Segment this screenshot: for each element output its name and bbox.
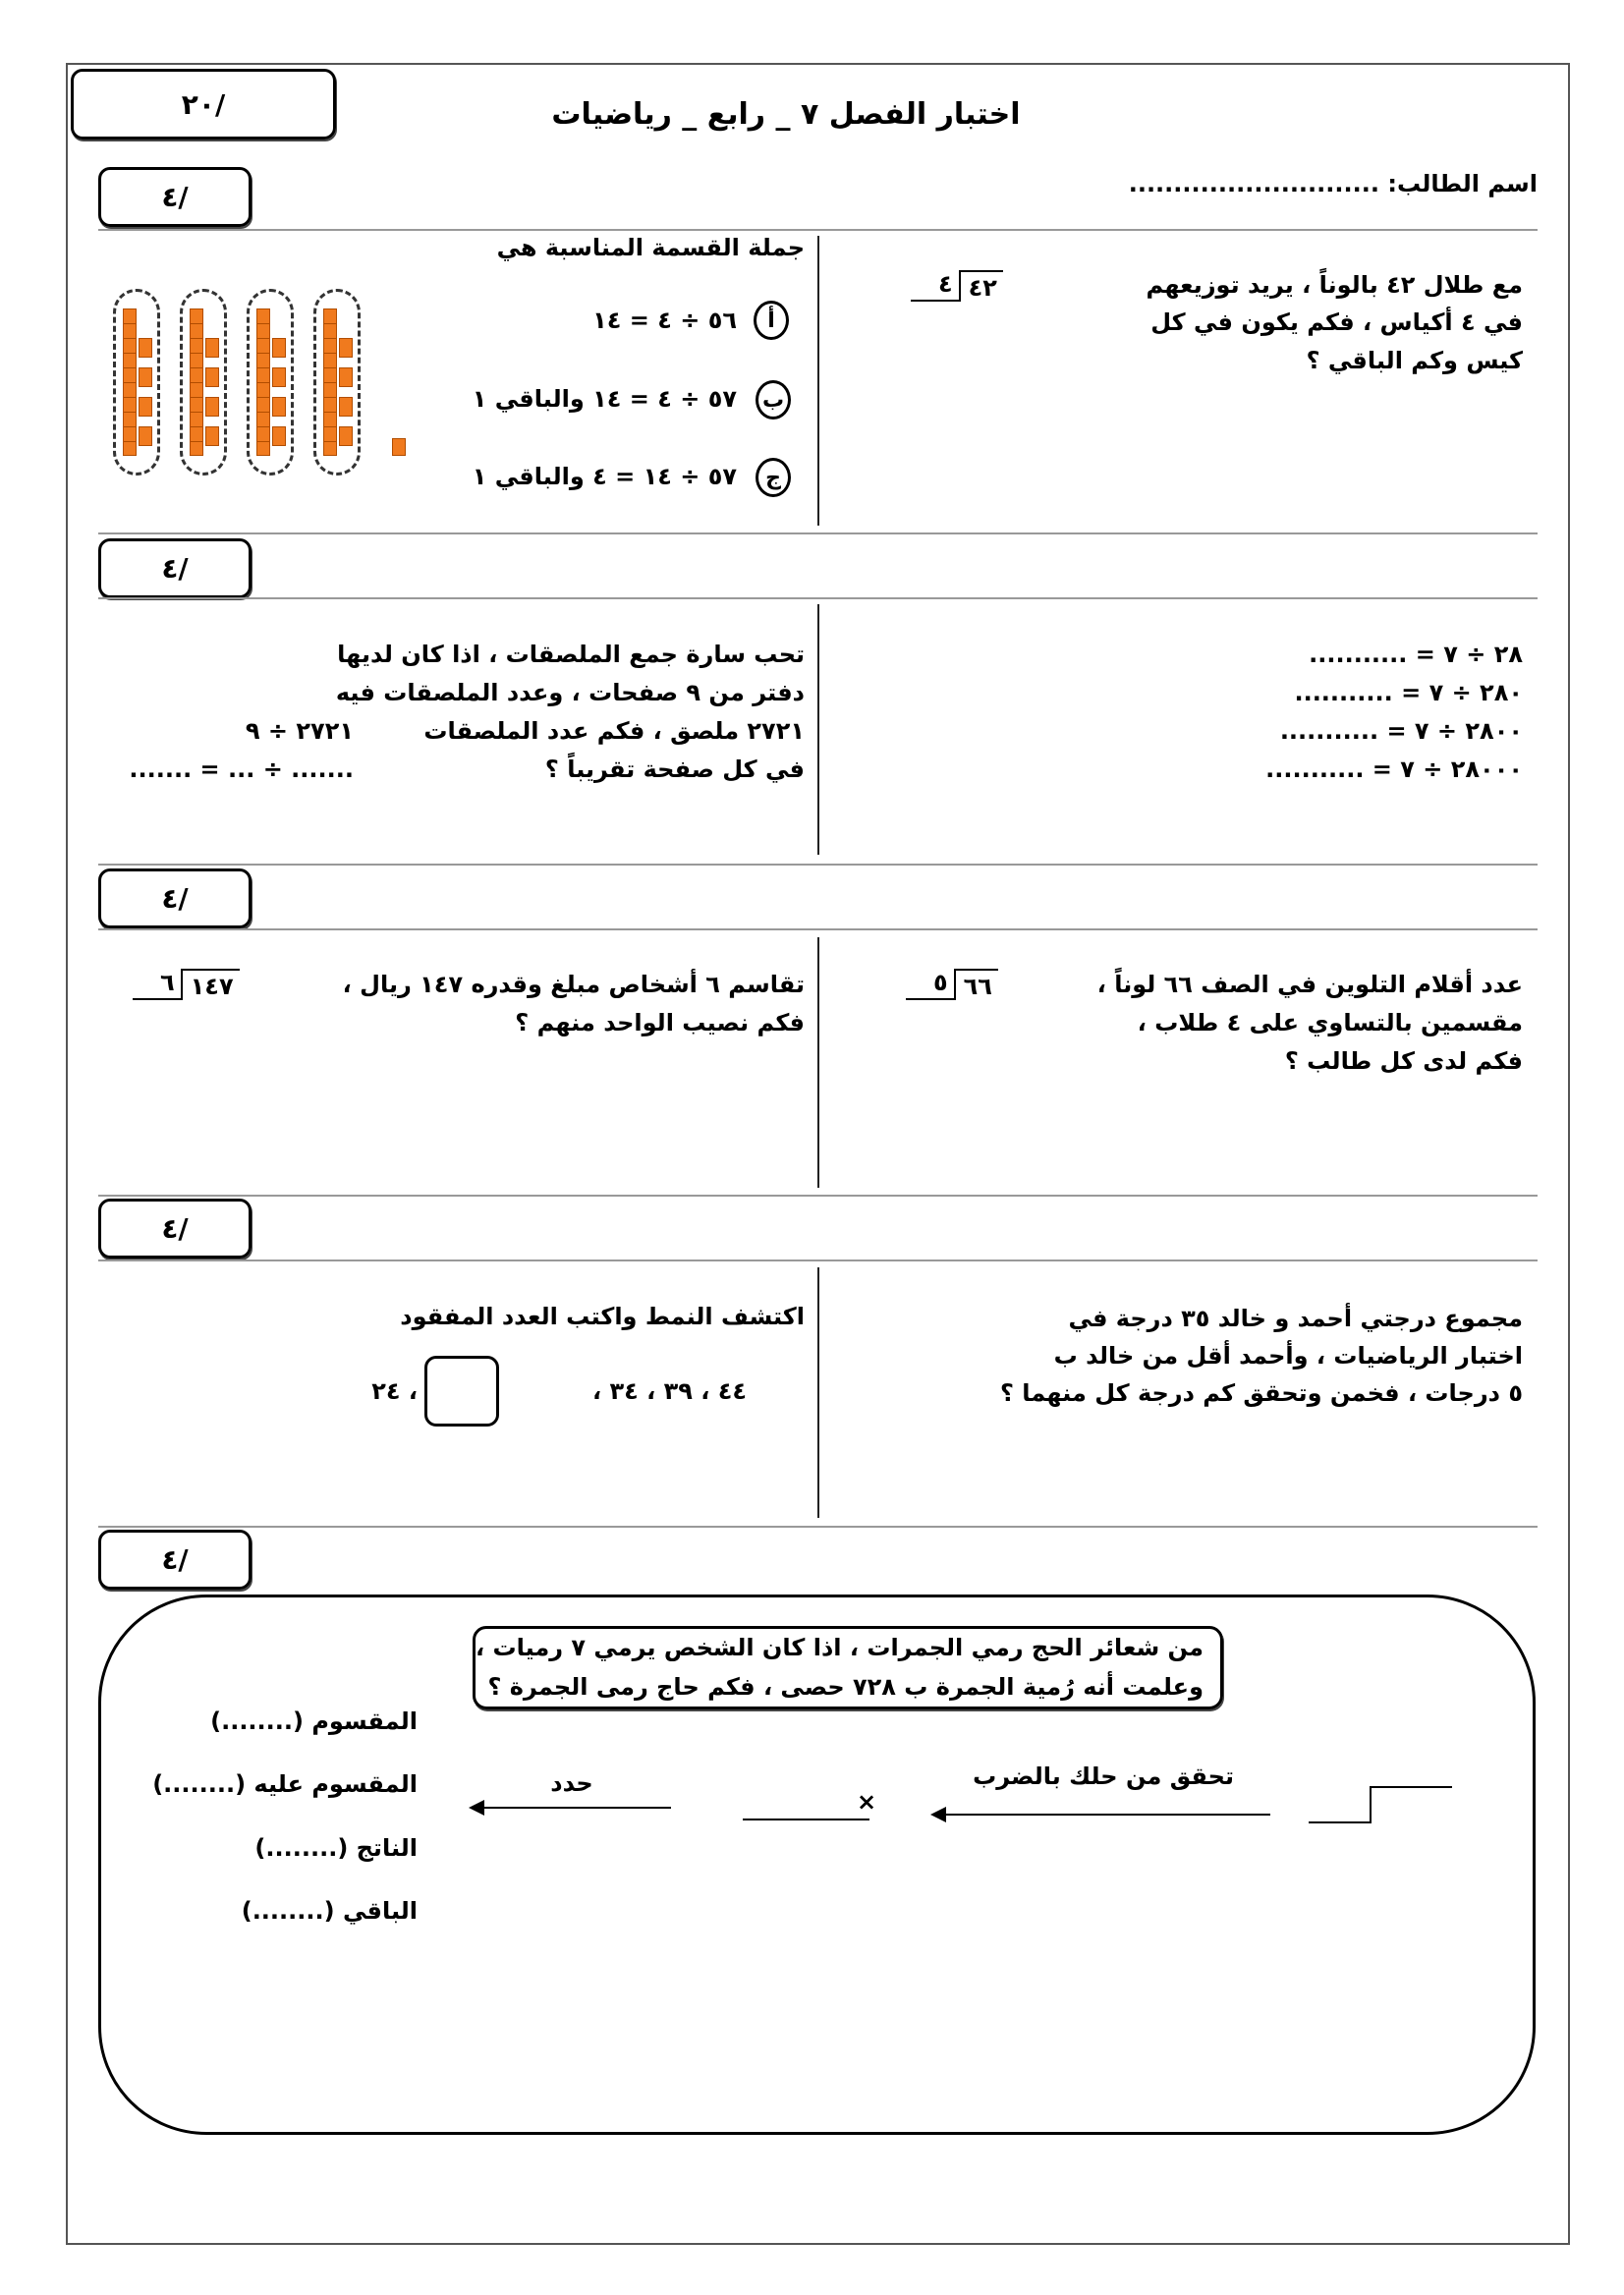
q3-text-line: فكم لدى كل طالب ؟ — [1284, 1047, 1523, 1075]
pattern-numbers: ، ٢٤ — [371, 1377, 418, 1405]
q4-text-line: مجموع درجتي أحمد و خالد ٣٥ درجة في — [1068, 1305, 1523, 1332]
q3-text-line: تقاسم ٦ أشخاص مبلغ وقدره ١٤٧ ريال ، — [342, 971, 805, 998]
quotient-field[interactable]: الناتج (........) — [254, 1834, 418, 1862]
divider — [98, 1259, 1538, 1261]
unit-cube — [339, 397, 353, 417]
ten-rod-block — [123, 308, 137, 456]
divisor-field[interactable]: المقسوم عليه (........) — [152, 1770, 418, 1798]
prompt-line: وعلمت أنه رُمية الجمرة ب ٧٢٨ حصى ، فكم حاج رمى الجمرة ؟ — [487, 1673, 1204, 1701]
divisor: ٥ — [906, 969, 954, 1000]
column-divider — [817, 604, 819, 855]
q1-text-line: كيس وكم الباقي ؟ — [1306, 347, 1523, 374]
q4-text-line: اختبار الرياضيات ، وأحمد أقل من خالد ب — [1053, 1342, 1523, 1370]
identify-label: حدد — [550, 1769, 593, 1797]
unit-cube — [205, 426, 219, 446]
division-bracket — [1309, 1821, 1371, 1823]
option-b-text[interactable]: ٥٧ ÷ ٤ = ١٤ والباقي ١ — [472, 385, 737, 413]
column-divider — [817, 937, 819, 1188]
unit-cube — [205, 367, 219, 387]
missing-number-input[interactable] — [424, 1356, 499, 1427]
pattern-numbers: ٤٤ ، ٣٩ ، ٣٤ ، — [591, 1377, 747, 1405]
divider — [98, 597, 1538, 599]
dividend: ٦٦ — [954, 969, 998, 1000]
divider — [98, 1526, 1538, 1528]
group-outline — [113, 289, 160, 476]
base-ten-blocks-image — [113, 287, 408, 478]
q3-text-line: فكم نصيب الواحد منهم ؟ — [515, 1009, 805, 1036]
q4-text-line: ٥ درجات ، فخمن وتحقق كم درجة كل منهما ؟ — [999, 1379, 1523, 1407]
dividend: ٤٢ — [959, 270, 1003, 302]
unit-cube — [272, 338, 286, 358]
unit-cube — [272, 367, 286, 387]
division-expression: ٢٨٠ ÷ ٧ = ........... — [1294, 679, 1523, 706]
times-sign: × — [857, 1788, 877, 1816]
unit-cube — [139, 397, 152, 417]
arrow-left-icon — [934, 1814, 1270, 1816]
q1-text-line: مع طلال ٤٢ بالوناً ، يريد توزيعهم — [1146, 271, 1523, 299]
option-c-marker[interactable]: ج — [756, 458, 791, 497]
page-title: اختبار الفصل ٧ _ رابع _ رياضيات — [551, 97, 1021, 132]
option-c-text[interactable]: ٥٧ ÷ ١٤ = ٤ والباقي ١ — [472, 463, 737, 490]
q2-text-line: ٢٧٢١ ملصق ، فكم عدد الملصقات — [423, 717, 805, 745]
unit-cube — [339, 426, 353, 446]
group-outline — [247, 289, 294, 476]
arrow-left-icon — [473, 1807, 671, 1809]
division-bracket — [1370, 1786, 1372, 1823]
long-division — [911, 270, 1003, 302]
ten-rod-block — [256, 308, 270, 456]
divider — [98, 229, 1538, 231]
unit-cube — [272, 397, 286, 417]
unit-cube — [139, 338, 152, 358]
section-score-box: ٤/ — [98, 538, 252, 598]
blank-line[interactable] — [743, 1819, 869, 1820]
option-a-text[interactable]: ٥٦ ÷ ٤ = ١٤ — [592, 307, 737, 334]
dividend-field[interactable]: المقسوم (........) — [210, 1707, 418, 1735]
q4-title: اكتشف النمط واكتب العدد المفقود — [400, 1303, 805, 1330]
check-label: تحقق من حلك بالضرب — [973, 1763, 1234, 1790]
unit-cube — [139, 367, 152, 387]
long-division — [133, 969, 240, 1000]
dividend: ١٤٧ — [181, 969, 240, 1000]
unit-cube — [339, 338, 353, 358]
option-a-marker[interactable]: أ — [754, 301, 789, 340]
column-divider — [817, 236, 819, 526]
unit-cube — [272, 426, 286, 446]
prompt-line: من شعائر الحج رمي الجمرات ، اذا كان الشخص يرمي ٧ رميات ، — [475, 1634, 1204, 1661]
long-division — [906, 969, 998, 1000]
divider — [98, 928, 1538, 930]
option-b-marker[interactable]: ب — [756, 380, 791, 420]
section-score-box: ٤/ — [98, 1199, 252, 1259]
divisor: ٦ — [133, 969, 181, 1000]
q3-text-line: مقسمين بالتساوي على ٤ طلاب ، — [1137, 1009, 1523, 1036]
section-score-box: ٤/ — [98, 1530, 252, 1590]
group-outline — [180, 289, 227, 476]
unit-cube — [339, 367, 353, 387]
unit-cube — [205, 338, 219, 358]
group-outline — [313, 289, 361, 476]
total-score-box: ٢٠/ — [71, 69, 336, 140]
q2-text-line: دفتر من ٩ صفحات ، وعدد الملصقات فيه — [335, 679, 805, 706]
section-score-box: ٤/ — [98, 868, 252, 928]
remainder-field[interactable]: الباقي (........) — [241, 1897, 418, 1925]
unit-cube — [139, 426, 152, 446]
division-expression: ٢٨ ÷ ٧ = ........... — [1309, 641, 1523, 668]
q2-text-line: في كل صفحة تقريباً ؟ — [544, 756, 805, 783]
divider — [98, 1195, 1538, 1197]
q1-choice-title: جملة القسمة المناسبة هي — [496, 234, 805, 261]
student-name-field[interactable]: اسم الطالب: ............................ — [1128, 170, 1538, 197]
division-bracket — [1370, 1786, 1452, 1788]
q1-text-line: في ٤ أكياس ، فكم يكون في كل — [1150, 308, 1523, 336]
divisor: ٤ — [911, 270, 959, 302]
unit-cube — [205, 397, 219, 417]
column-divider — [817, 1267, 819, 1518]
ten-rod-block — [323, 308, 337, 456]
q2-text-line: تحب سارة جمع الملصقات ، اذا كان لديها — [337, 641, 805, 668]
divider — [98, 864, 1538, 866]
division-expression: ٢٨٠٠ ÷ ٧ = ........... — [1279, 717, 1523, 745]
unit-cube — [392, 438, 406, 456]
divider — [98, 532, 1538, 534]
division-expression: ٢٨٠٠٠ ÷ ٧ = ........... — [1265, 756, 1523, 783]
section-score-box: ٤/ — [98, 167, 252, 227]
ten-rod-block — [190, 308, 203, 456]
estimate-blank[interactable]: ....... ÷ ... = ....... — [129, 756, 354, 783]
q2-expression: ٢٧٢١ ÷ ٩ — [245, 717, 354, 745]
q3-text-line: عدد أقلام التلوين في الصف ٦٦ لوناً ، — [1096, 971, 1523, 998]
